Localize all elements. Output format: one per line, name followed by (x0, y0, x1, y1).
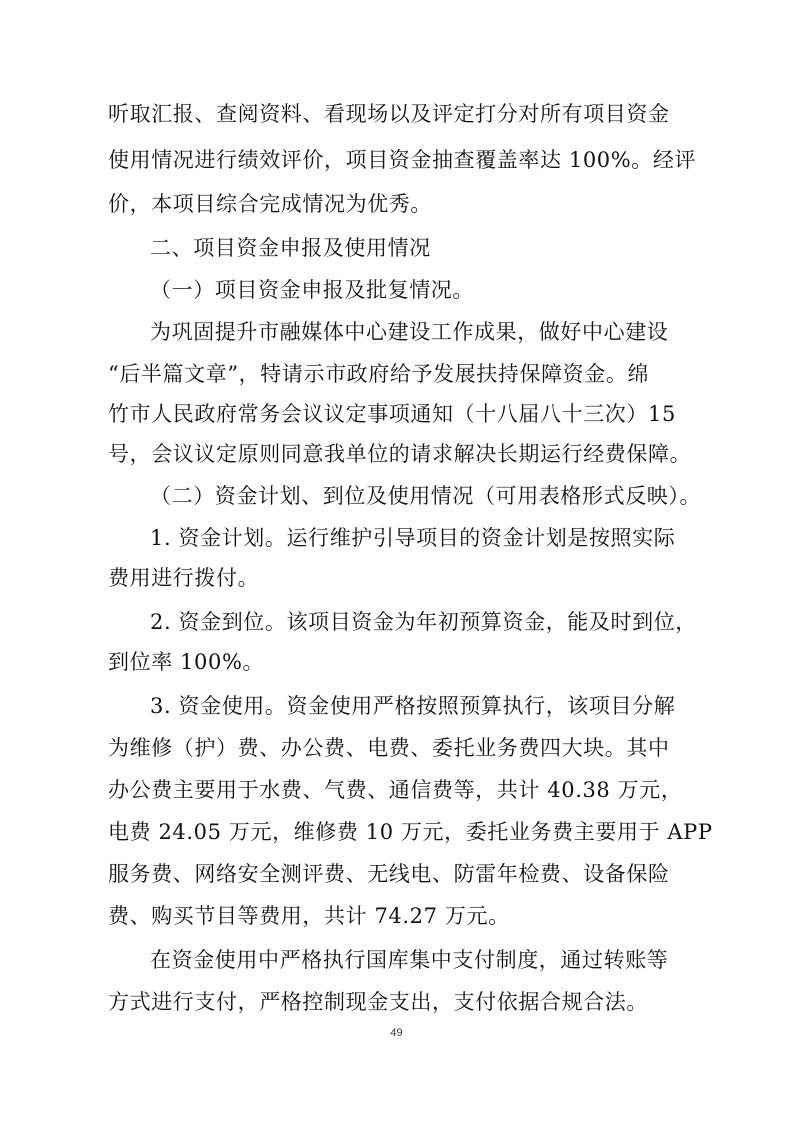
text-line: 使用情况进行绩效评价，项目资金抽查覆盖率达 100%。经评 (108, 148, 697, 172)
text-line: 办公费主要用于水费、气费、通信费等，共计 40.38 万元， (108, 778, 683, 802)
text-line: 在资金使用中严格执行国库集中支付制度，通过转账等 (150, 948, 669, 972)
text-line: 为巩固提升市融媒体中心建设工作成果，做好中心建设 (150, 320, 669, 344)
text-line: 竹市人民政府常务会议议定事项通知（十八届八十三次）15 (108, 402, 676, 426)
text-line: 费用进行拨付。 (108, 566, 260, 590)
text-line: 服务费、网络安全测评费、无线电、防雷年检费、设备保险 (108, 862, 670, 886)
text-line: 2. 资金到位。该项目资金为年初预算资金，能及时到位， (150, 610, 697, 634)
text-line: 电费 24.05 万元，维修费 10 万元，委托业务费主要用于 APP (108, 820, 713, 844)
section-heading: 二、项目资金申报及使用情况 (150, 236, 431, 260)
subsection-heading: （一）项目资金申报及批复情况。 (150, 278, 474, 302)
page-number: 49 (390, 1027, 403, 1039)
text-line: 到位率 100%。 (108, 650, 265, 674)
text-line: 为维修（护）费、办公费、电费、委托业务费四大块。其中 (108, 736, 670, 760)
text-line: 费、购买节目等费用，共计 74.27 万元。 (108, 904, 510, 928)
text-line: 号，会议议定原则同意我单位的请求解决长期运行经费保障。 (108, 442, 692, 466)
text-line: 方式进行支付，严格控制现金支出，支付依据合规合法。 (108, 990, 648, 1014)
text-line: 1. 资金计划。运行维护引导项目的资金计划是按照实际 (150, 526, 676, 550)
text-line: 3. 资金使用。资金使用严格按照预算执行，该项目分解 (150, 694, 676, 718)
text-line: 听取汇报、查阅资料、看现场以及评定打分对所有项目资金 (108, 102, 670, 126)
subsection-heading: （二）资金计划、到位及使用情况（可用表格形式反映）。 (150, 484, 702, 508)
text-line: “后半篇文章”，特请示市政府给予发展扶持保障资金。绵 (108, 362, 650, 386)
text-line: 价，本项目综合完成情况为优秀。 (108, 192, 432, 216)
